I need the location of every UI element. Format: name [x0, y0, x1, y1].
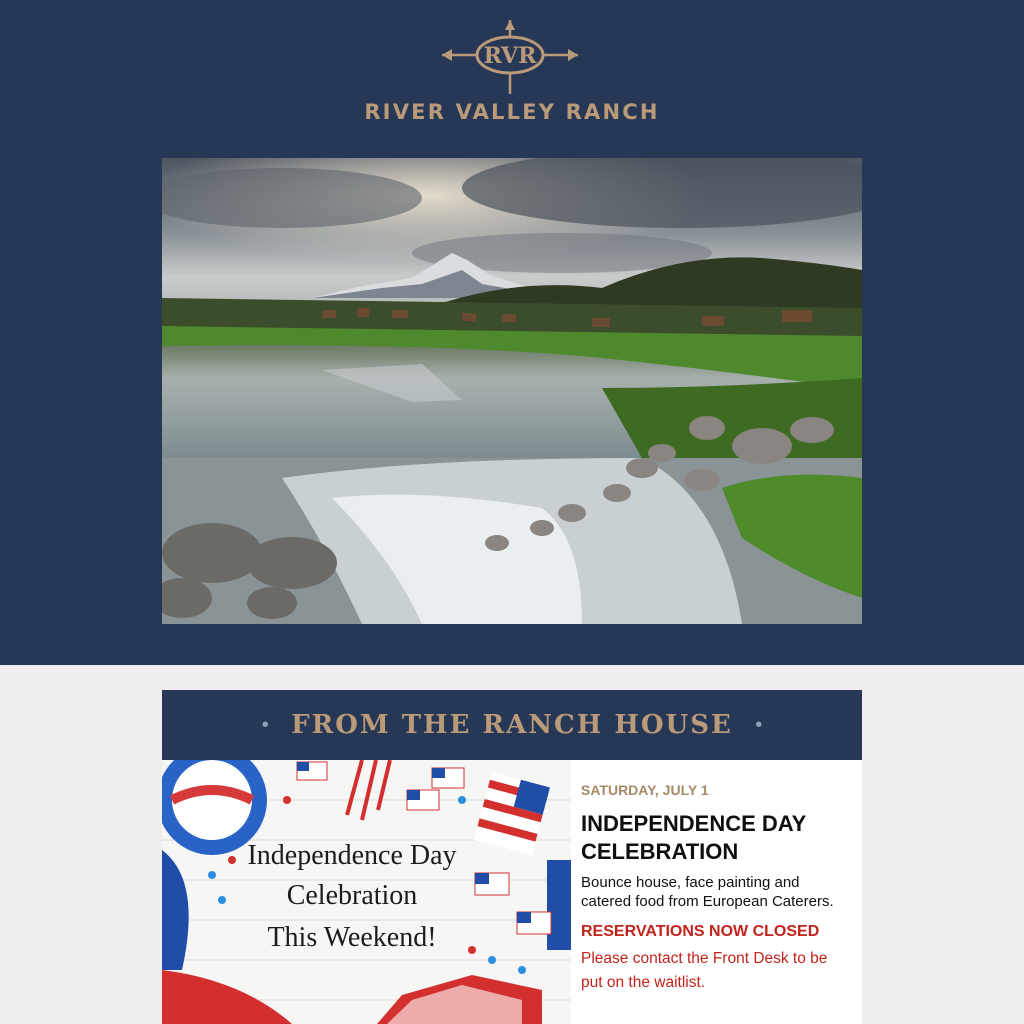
promo-line-2: Celebration: [286, 880, 418, 911]
section-header: [162, 690, 862, 760]
event-title[interactable]: [581, 810, 851, 866]
promo-line-1: Independence Day: [247, 840, 457, 871]
event-description: Bounce house, face painting and catered food from European Caterers.: [581, 874, 834, 910]
event-title-line-2: CELEBRATION: [581, 839, 739, 864]
section-bullet-right: •: [755, 714, 763, 736]
event-promo-image[interactable]: [162, 760, 571, 1024]
hero-image[interactable]: [162, 158, 862, 624]
waitlist-note: Please contact the Front Desk to be put on the waitlist.: [581, 950, 828, 991]
event-title-line-1: INDEPENDENCE DAY: [581, 811, 807, 836]
promo-line-3: This Weekend!: [267, 922, 437, 953]
ranch-logo-icon[interactable]: [440, 18, 580, 98]
event-details: [581, 782, 851, 995]
brand-name[interactable]: RIVER VALLEY RANCH: [364, 100, 660, 124]
reservation-status: RESERVATIONS NOW CLOSED: [581, 923, 820, 940]
section-bullet-left: •: [261, 714, 269, 736]
logo-monogram: RVR: [483, 43, 537, 69]
event-date: SATURDAY, JULY 1: [581, 782, 709, 798]
section-title: FROM THE RANCH HOUSE: [291, 710, 733, 740]
river-landscape-image: [162, 158, 862, 624]
event-card: [162, 760, 862, 1024]
